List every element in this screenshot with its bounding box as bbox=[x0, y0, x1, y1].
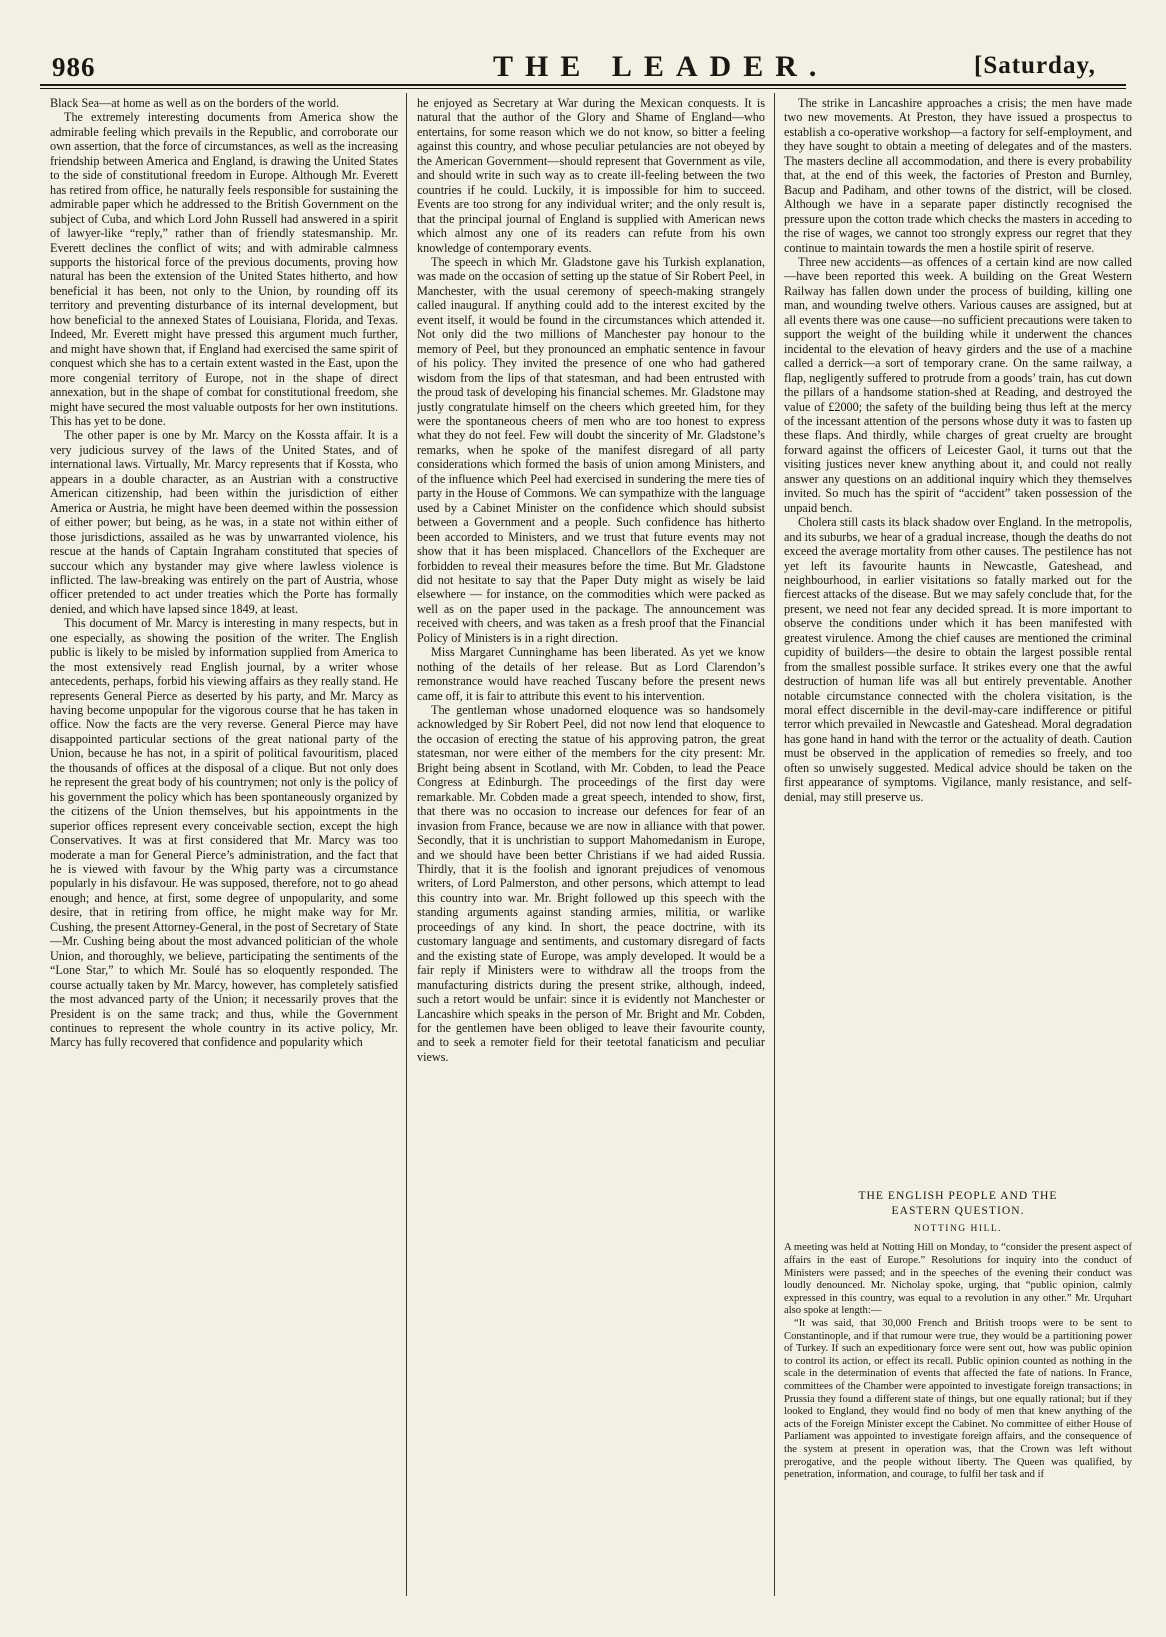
column-3-upper bbox=[784, 96, 1132, 1166]
paragraph: Miss Margaret Cunninghame has been liberated. As yet we know nothing of the details of her release. But as Lord Clarendon’s remonstrance would have reached Tuscany before the present news came off, it is fair to attribute this event to his intervention. bbox=[417, 645, 765, 703]
header-rule bbox=[40, 84, 1126, 86]
section-subtitle: NOTTING HILL. bbox=[913, 1224, 1003, 1234]
paragraph: Black Sea—at home as well as on the borders of the world. bbox=[50, 96, 340, 110]
paragraph: A meeting was held at Notting Hill on Monday, to “consider the present aspect of affairs in the east of Europe.” Resolutions for inquiry into the conduct of Ministers were passed; and in the speeches of the evening their conduct was loudly denounced. Mr. Nicholay spoke, urging, that “public opinion, calmly expressed in this country, was equal to a revolution in any other.” Mr. Urquhart also spoke at length:— bbox=[784, 1242, 1132, 1317]
paragraph: The strike in Lancashire approaches a crisis; the men have made two new movements. At Preston, they have issued a prospectus to establish a co-operative workshop—a factory for self-employment, and they have sought to obtain a meeting of delegates and of the masters. The masters decline all accommodation, and there is every probability that, at the end of this week, the factories of Preston and Burnley, Bacup and Padiham, and other towns of the district, will be closed. Although we have in a separate paper distinctly recognised the pressure upon the cotton trade which checks the masters in acceding to the rise of wages, we cannot too strongly express our regret that they continue to maintain towards the men a hostile spirit of reserve. bbox=[784, 96, 1132, 255]
masthead-title: THE LEADER. bbox=[493, 50, 829, 83]
paragraph: Cholera still casts its black shadow over England. In the metropolis, and its suburbs, we hear of a gradual increase, though the deaths do not exceed the average mortality from other causes. The pestilence has not yet left its favourite haunts in Newcastle, Gateshead, and neighbourhood, in earlier visitations so fatally marked out for the fiercest attacks of the disease. But we may safely conclude that, for the present, we need not fear any decided spread. It is more important to observe the conditions under which it has been manifested with greatest virulence. Among the chief causes are mentioned the criminal cupidity of builders—the desire to obtain the largest possible rental from the smallest possible surface. It strikes every one that the awful destruction of human life was all but entirely preventable. Another notable circumstance connected with the cholera visitation, is the moral effect discernible in the devil-may-care indifference or pitiful terror which prevailed in Newcastle and Gateshead. Moral degradation has gone hand in hand with the terror or the actuality of death. Caution must be observed in the application of remedies so freely, and too often so unwisely suggested. Medical advice should be taken on the first appearance of symptoms. Vigilance, manly resistance, and self-denial, may still preserve us. bbox=[784, 515, 1132, 804]
paragraph: he enjoyed as Secretary at War during the Mexican conquests. It is natural that the author of the Glory and Shame of England—who entertains, for some reason which we do not know, so bitter a feeling against this country, and whose peculiar petulancies are not obeyed by the American Government—should represent that Government as vile, and should write in such way as to create ill-feeling between the two countries if he could. Luckily, it is impossible for him to succeed. Events are too strong for any individual writer; and the only result is, that the principal journal of England is supplied with American news which almost any one of its readers can refute from his own knowledge of contemporary events. bbox=[417, 96, 765, 255]
section-title-line: EASTERN QUESTION. bbox=[891, 1204, 1025, 1217]
column-2 bbox=[417, 96, 765, 1601]
section-body bbox=[784, 1242, 1132, 1481]
column-divider-2 bbox=[774, 93, 775, 1596]
paragraph: The other paper is one by Mr. Marcy on the Kossta affair. It is a very judicious survey of the laws of the United States, and of international laws. Virtually, Mr. Marcy represents that if Kossta, who appears in a double character, as an Austrian with a constructive American citizenship, had been within the jurisdiction of either America or Austria, he might have been deemed within the possession of either power; but being, as he was, in a state not within either of those jurisdictions, assailed as he was by unwarranted violence, his rescue at the hands of Captain Ingraham constituted that species of succour which any bystander may give where lawless violence is inflicted. The law-breaking was entirely on the part of Austria, whose officer pretended to act under treaties which the Porte has formally denied, and which have lapsed since 1849, at least. bbox=[50, 428, 398, 616]
column-divider-1 bbox=[406, 93, 407, 1596]
paragraph: The speech in which Mr. Gladstone gave his Turkish explanation, was made on the occasion of setting up the statue of Sir Robert Peel, in Manchester, with the usual ceremony of speech-making strangely called inaugural. If anything could add to the interest excited by the event itself, it would be found in the circumstances which attended it. Not only did the two millions of Manchester pay honour to the memory of Peel, but they pronounced an emphatic sentence in favour of his policy. They invited the presence of one who had gathered wisdom from the lips of that statesman, and had been entrusted with the proud task of developing his financial schemes. Mr. Gladstone may justly congratulate himself on the cheers which greeted him, for they were the spontaneous cheers of men who are too honest to express what they do not feel. Few will doubt the sincerity of Mr. Gladstone’s remarks, when he spoke of the manifest disregard of all party considerations which formed the basis of union among Ministers, and of the influence which Peel had exercised in sundering the mere ties of party in the House of Commons. We can sympathize with the language used by a Cabinet Minister on the confidence which should subsist between a Government and a people. Such confidence has hitherto been accorded to Ministers, and we trust that future events may not show that it has been misplaced. Chancellors of the Exchequer are forbidden to reveal their measures before the time. But Mr. Gladstone did not hesitate to say that the Paper Duty might as wisely be laid elsewhere — for instance, on the commodities which were packed as well as on the paper used in the package. The announcement was received with cheers, and was taken as a fresh proof that the Financial Policy of Ministers is in a right direction. bbox=[417, 254, 765, 645]
paragraph: Three new accidents—as offences of a certain kind are now called—have been reported this week. A building on the Great Western Railway has fallen down under the process of building, killing one man, and wounding twelve others. Various causes are assigned, but at all events there was one cause—no sufficient precautions were taken to support the weight of the building while it underwent the chances incidental to the elevation of heavy girders and the use of a machine called a derrick—a sort of temporary crane. On the same railway, a flap, negligently suffered to protrude from a goods’ train, has cut down the pillars of a handsome station-shed at Reading, and destroyed the value of £2000; the safety of the building being thus left at the mercy of the incessant attention of the persons whose duty it was to fasten up these flaps. And thirdly, while charges of great cruelty are brought forward against the officers of Leicester Gaol, it turns out that the visiting justices never knew anything about it, and could not really answer any questions on an additional inquiry which they themselves invited. So much has the spirit of “accident” taken possession of the unpaid bench. bbox=[784, 254, 1132, 515]
paragraph: The gentleman whose unadorned eloquence was so handsomely acknowledged by Sir Robert Peel, did not now lend that eloquence to the occasion of erecting the statue of his approving patron, the great statesman, nor were either of the members for the city present: Mr. Bright being absent in Scotland, with Mr. Cobden, to lead the Peace Congress at Edinburgh. The proceedings of the first day were remarkable. Mr. Cobden made a great speech, intended to show, first, that there was no occasion to increase our defences for fear of an invasion from France, because we are now in alliance with that power. Secondly, that it is unchristian to support Mahomedanism in Europe, and we should have been better Christians if we had aided Russia. Thirdly, that it is the foolish and ignorant prejudices of venomous writers, of Lord Palmerston, and other persons, which attempt to lead this country into war. Mr. Bright followed up this speech with the standing arguments against standing armies, militia, or warlike proceedings of any kind. In short, the peace doctrine, with its customary language and sentiments, and customary disregard of facts and the existing state of Europe, was amply developed. It would be a fair reply if Ministers were to withdraw all the troops from the manufacturing districts during the present strike, although, indeed, such a retort would be unfair: since it is evidently not Manchester or Lancashire which speaks in the person of Mr. Bright and Mr. Cobden, for the gentlemen have been obliged to leave their favourite county, and to seek a remoter field for their teetotal fanaticism and peculiar views. bbox=[417, 703, 765, 1064]
paragraph: The extremely interesting documents from America show the admirable feeling which prevails in the Republic, and corroborate our own assertion, that the force of circumstances, as well as the increasing friendship between America and England, is drawing the United States to the side of constitutional freedom in Europe. Although Mr. Everett has retired from office, he naturally feels responsible for sustaining the admirable paper which he addressed to the British Government on the subject of Cuba, and which Lord John Russell had answered in a spirit of lawyer-like “reply,” rather than of friendly statesmanship. Mr. Everett declines the conflict of wits; and with admirable calmness supports the historical force of the previous documents, proving how natural has been the extension of the United States hitherto, and how beneficial it has been, not only to the Union, by rounding off its territory and preventing disturbance of its internal development, but how beneficial to the annexed States of Louisiana, Florida, and Texas. Indeed, Mr. Everett might have pressed this argument much further, and might have shown that, if England had exercised the same spirit of conquest which she has to a certain extent wasted in the East, upon the more congenial territory of Europe, not in the shape of direct annexation, but in the shape of combat for constitutional freedom, she might have secured the most valuable outposts for her own institutions. This has yet to be done. bbox=[50, 110, 398, 428]
header-rule-thin bbox=[40, 88, 1126, 89]
section-title-line: THE ENGLISH PEOPLE AND THE bbox=[858, 1189, 1058, 1202]
issue-day: [Saturday, bbox=[974, 52, 1096, 79]
quoted-paragraph: “It was said, that 30,000 French and British troops were to be sent to Constantinople, and if that rumour were true, they would be a partitioning power of Turkey. If such an expeditionary force were sent out, how was public opinion to control its action, or effect its recall. Public opinion counted as nothing in the scale in the determination of events that affected the fate of nations. In France, committees of the Chamber were appointed to investigate foreign transactions; in Prussia they found a different state of things, but one equally rational; but if they looked to England, they would find no body of men that knew anything of the acts of the Foreign Minister except the Cabinet. No committee of either House of Parliament was appointed to investigate foreign affairs, and the consequence of the system at present in operation was, that the Crown was left without prerogative, and the people without liberty. The Queen was qualified, by penetration, information, and courage, to fulfil her task and if bbox=[784, 1318, 1132, 1481]
column-3 bbox=[784, 96, 1132, 1601]
paragraph: This document of Mr. Marcy is interesting in many respects, but in one especially, as showing the position of the writer. The English public is likely to be misled by information supplied from America to the most extensively read English journal, by a writer whose antecedents, perhaps, forbid his viewing affairs as they really stand. He represents General Pierce as deserted by his party, and Mr. Marcy as having become unpopular for the vigorous course that he has taken in office. Now the facts are the very reverse. General Pierce may have disappointed particular sections of the great national party of the Union, because he has not, in a spirit of political favouritism, placed the thousands of offices at the disposal of a clique. But not only does he represent the great body of his countrymen; not only is the policy of his government the policy which has been spontaneously organized by the citizens of the Union themselves, but his appointments in the superior offices represent every conceivable section, except the high Conservatives. It was at first considered that Mr. Marcy was too moderate a man for General Pierce’s administration, and the fact that he is viewed with favour by the Whig party was a circumstance popularly in his disfavour. He was supposed, therefore, not to go ahead enough; and hence, at first, some degree of unpopularity, and some desire, that in retiring from office, he might make way for Mr. Cushing, the present Attorney-General, in the post of Secretary of State—Mr. Cushing being about the most advanced politician of the whole Union, and thoroughly, we believe, participating the sentiments of the “Lone Star,” to which Mr. Soulé has so eloquently responded. The course actually taken by Mr. Marcy, however, has completely satisfied the most advanced party of the Union; it necessarily proves that the President is on the same track; and thus, while the Government continues to represent the whole country in its active policy, Mr. Marcy has fully recovered that confidence and popularity which bbox=[50, 616, 398, 1050]
column-1 bbox=[50, 96, 398, 1601]
page-number: 986 bbox=[52, 52, 96, 82]
section-title bbox=[784, 1188, 1132, 1218]
